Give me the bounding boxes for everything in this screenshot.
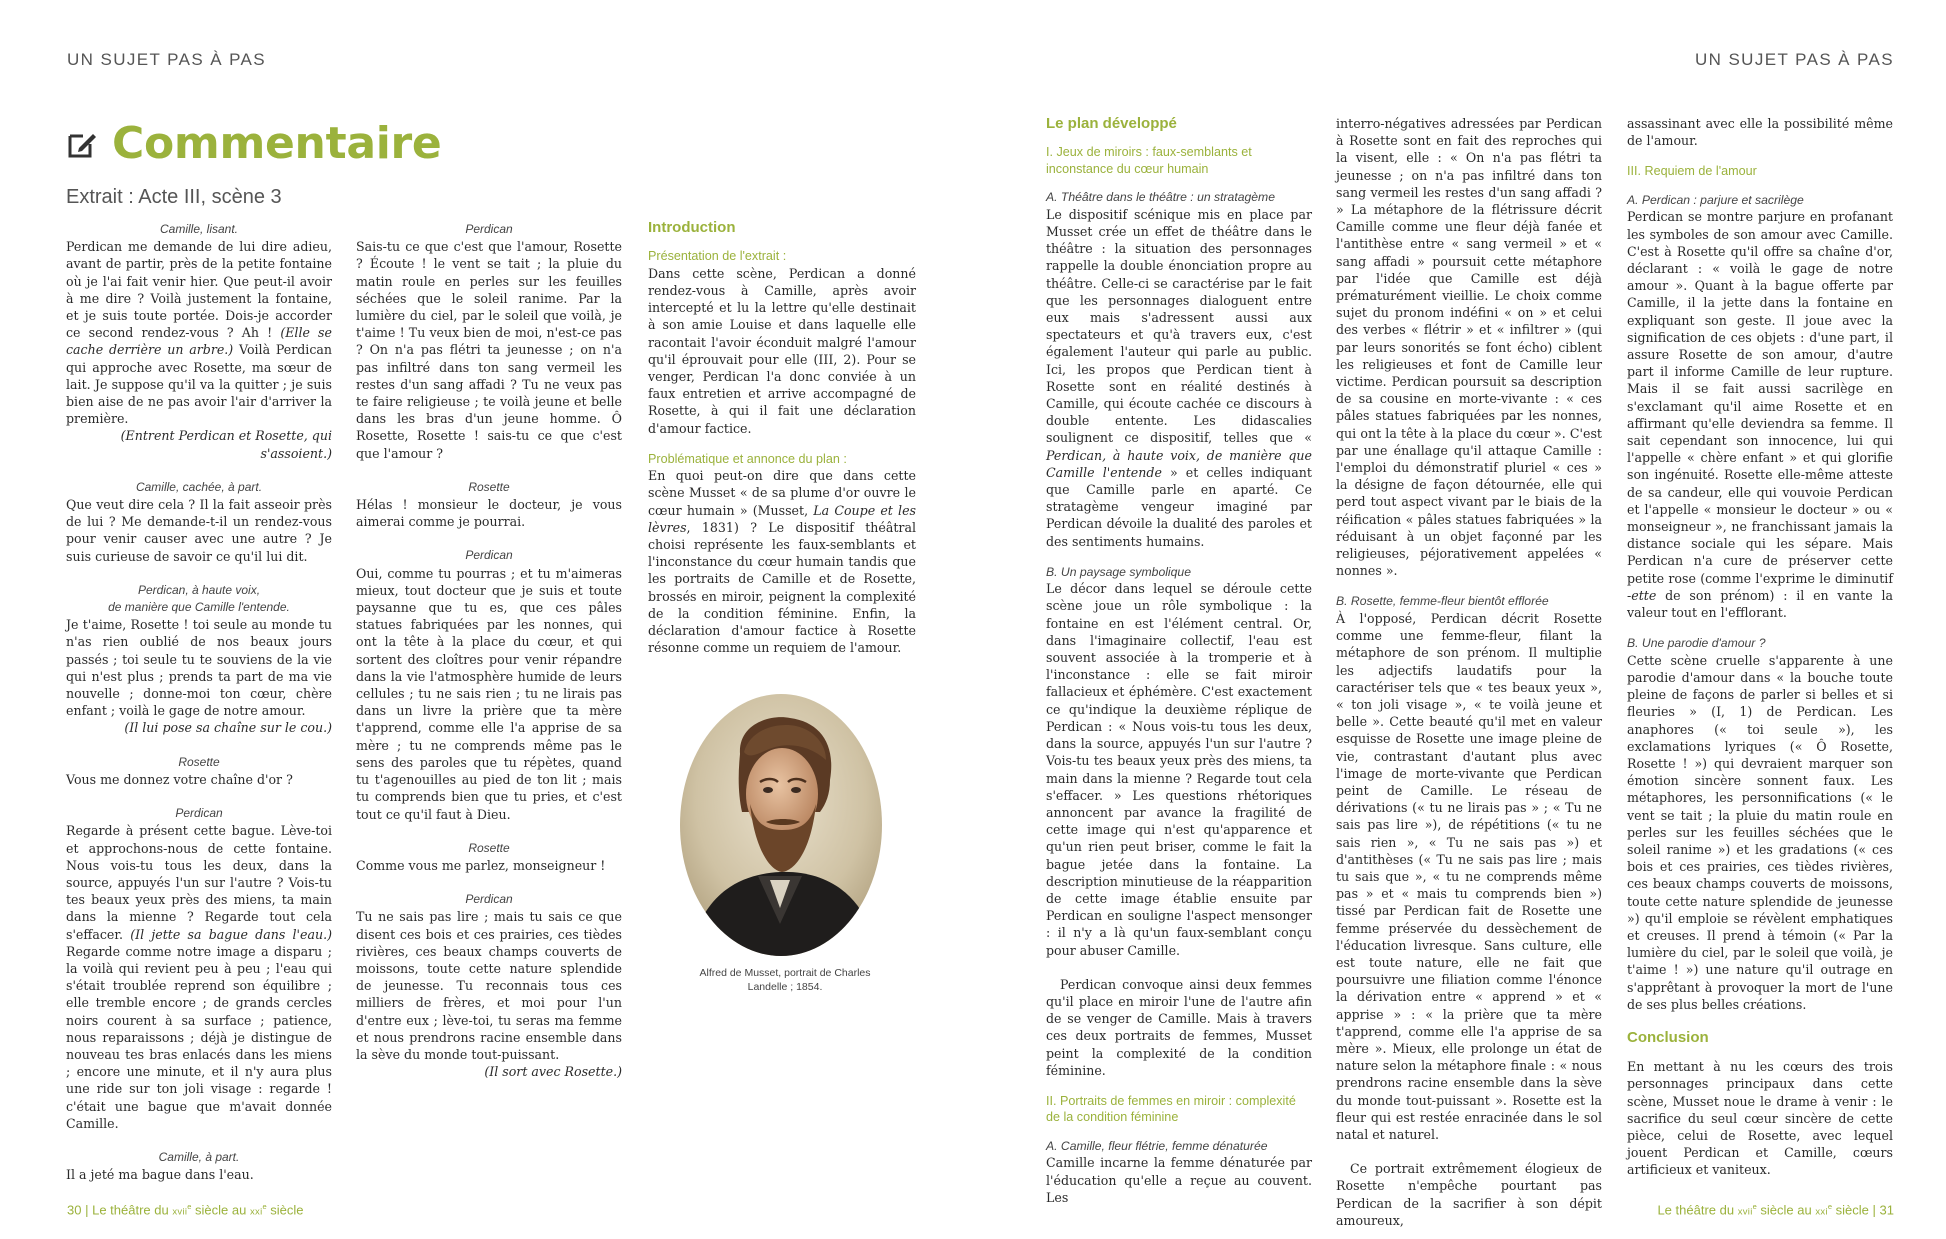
speaker-label: Perdican xyxy=(465,222,513,236)
plan-column-2 xyxy=(1336,115,1602,1229)
subsection-title: A. Camille, fleur flétrie, femme dénaturée xyxy=(1046,1138,1268,1153)
speaker-label: Perdican xyxy=(465,548,513,563)
section-subheading: Présentation de l'extrait : xyxy=(648,249,787,264)
dialogue-line: Hélas ! monsieur le docteur, je vous aimerai comme je pourrai. xyxy=(356,497,622,530)
dialogue-line: Tu ne sais pas lire ; mais tu sais ce que disent ces bois et ces prairies, ces tièdes rivières, ces beaux champs couverts de moissons, toute cette nature splendide de jeunesse. Tu reconnais tous ces milliers de frères, et moi pour l'un d'entre eux ; lève-toi, tu seras ma femme et nous prendrons racine ensemble dans la sève du monde tout-puissant. xyxy=(356,909,622,1062)
extract-subtitle: Extrait : Acte III, scène 3 xyxy=(66,186,282,208)
paragraph: assassinant avec elle la possibilité même de l'amour. xyxy=(1627,116,1893,149)
dialogue-line: Oui, comme tu pourras ; et tu m'aimeras mieux, tout docteur que je suis et toute paysanne que tu es, que ces pâles statues fabriquées par les nonnes, qui ont la tête à la place du cœur, et qui sortent des cloîtres pour venir répandre dans la vie l'atmosphère humide de leurs cellules ; tu ne sais rien ; tu ne lirais pas dans un livre la prière que ta mère t'apprend, comme elle l'a apprise de sa mère ; tu ne comprends même pas le sens des paroles que tu répètes, quand tu t'agenouilles au pied de ton lit ; mais tu comprends bien que tu pries, et c'est tout ce qu'il faut à Dieu. xyxy=(356,565,622,822)
part-heading: I. Jeux de miroirs : faux-semblants et inconstance du cœur humain xyxy=(1046,145,1252,176)
part-heading: III. Requiem de l'amour xyxy=(1627,164,1757,179)
scene-text-column-1 xyxy=(66,221,332,1183)
plan-heading: Le plan développé xyxy=(1046,115,1177,132)
conclusion-heading: Conclusion xyxy=(1627,1029,1709,1047)
speaker-label: Camille, lisant. xyxy=(159,222,239,236)
speaker-label: Perdican xyxy=(175,806,223,821)
page-number: 30 xyxy=(67,1202,82,1218)
paragraph: Perdican se montre parjure en profanant les symboles de son amour avec Camille. C'est à Rosette qu'il offre sa chaîne d'or, déclarant : « voilà le gage de notre amour ». Quant à la bague offerte par Camille, il la jette dans la fontaine en expliquant son geste. Il joue avec la signification de ces objets : d'une part, il assure Rosette de son amour, d'autre part il informe Camille de leur rupture. Mais il se fait aussi sacrilège en s'exclamant qu'il aime Rosette et en affirmant qu'elle deviendra sa femme. Il sait cependant son innocence, lui qui l'appelle « chère enfant » et qui glorifie son ingénuité. Rosette elle-même atteste de sa candeur, elle qui vouvoie Perdican et l'appelle « monsieur le docteur » ou « monseigneur », ne franchissant jamais la distance sociale qui les sépare. Mais Perdican n'a cure de préserver cette petite rose (comme l'exprime le diminutif -ette de son prénom) : il en vante la valeur tout en l'efflorant. xyxy=(1627,209,1893,621)
paragraph: En quoi peut-on dire que dans cette scène Musset « de sa plume d'or ouvre le cœur humain » (Musset, La Coupe et les lèvres, 1831) ? Le dispositif théâtral choisi représente les faux-semblants et l'inconstance du cœur humain tandis que les portraits de Camille et de Rosette, brossés en miroir, peignent la complexité de la condition féminine. Enfin, la déclaration d'amour factice à Rosette résonne comme un requiem de l'amour. xyxy=(648,468,916,656)
stage-direction: (Entrent Perdican et Rosette, qui s'assoient.) xyxy=(120,428,332,461)
quoted-stage-direction: Perdican, à haute voix, de manière que Camille l'entende xyxy=(1046,447,1312,480)
paragraph: En mettant à nu les cœurs des trois personnages principaux dans cette scène, Musset noue le drame à venir : le sacrifice du seul cœur sincère de cette pièce, celui de Rosette, avec lequel jouent Perdican et Camille, cœurs artificieux et vaniteux. xyxy=(1627,1059,1893,1178)
transition-paragraph: Perdican convoque ainsi deux femmes qu'il place en miroir l'une de l'autre afin de se venger de Camille. Mais à travers ces deux portraits de femmes, Musset peint la complexité de la condition féminine. xyxy=(1046,976,1312,1078)
speaker-label: Rosette xyxy=(468,479,510,494)
running-head-left: UN SUJET PAS À PAS xyxy=(67,50,267,69)
stage-direction: (Il sort avec Rosette.) xyxy=(484,1064,622,1080)
dialogue-line: Que veut dire cela ? Il la fait asseoir près de lui ? Me demande-t-il un rendez-vous pour venir causer avec une autre ? Je suis curieuse de savoir ce qu'il lui dit. xyxy=(66,497,332,564)
part-heading: II. Portraits de femmes en miroir : complexité de la condition féminine xyxy=(1046,1093,1296,1125)
dialogue-line: Perdican me demande de lui dire adieu, avant de partir, près de la petite fontaine où je l'ai fait venir hier. Que peut-il avoir à me dire ? Voilà justement la fontaine, et je suis toute portée. Dois-je accorder ce second rendez-vous ? Ah ! (Elle se cache derrière un arbre.) Voilà Perdican qui approche avec Rosette, ma sœur de lait. Je suppose qu'il va la quitter ; je suis bien aise de ne pas avoir l'air d'arriver la première. xyxy=(66,239,332,427)
dialogue-line: Sais-tu ce que c'est que l'amour, Rosette ? Écoute ! le vent se tait ; la pluie du matin roule en perles sur les feuilles séchées que le soleil ranime. Par la lumière du ciel, par le soleil que voilà, je t'aime ! Tu veux bien de moi, n'est-ce pas ? On n'a pas flétri ta jeunesse ; on n'a pas infiltré dans ton sang vermeil les restes d'un sang affadi ? Tu ne veux pas te faire religieuse ; te voilà jeune et belle dans les bras d'un jeune homme. Ô Rosette, Rosette ! sais-tu ce que c'est que l'amour ? xyxy=(356,239,622,461)
introduction-heading: Introduction xyxy=(648,219,736,236)
scene-text-column-2 xyxy=(356,221,622,1080)
stage-direction: (Elle se cache derrière un arbre.) xyxy=(66,325,332,358)
subsection-title: B. Un paysage symbolique xyxy=(1046,564,1191,579)
portrait-image xyxy=(680,694,882,956)
introduction-column xyxy=(648,219,916,656)
speaker-label: Perdican, à haute voix, xyxy=(137,582,261,597)
paragraph: Camille incarne la femme dénaturée par l'éducation qu'elle a reçue au couvent. Les xyxy=(1046,1155,1312,1205)
paragraph: Le décor dans lequel se déroule cette scène joue un rôle symbolique : la fontaine en est l'élément central. Or, dans l'imaginaire collectif, l'eau est souvent associée à la tromperie et à l'inconstance : elle se fait miroir fallacieux et éphémère. C'est exactement ce qu'indique la deuxième réplique de Perdican : « Nous vois-tu tous les deux, dans la source, appuyés l'un sur l'autre ? Vois-tu tes beaux yeux près des miens, ta main dans la mienne ? Regarde tout cela s'effacer. » Les questions rhétoriques annoncent par avance la fragilité de cette image qui n'est qu'apparence et qu'un rien peut briser, comme le fait la bague jetée dans la fontaine. La description minutieuse de la réapparition de cette image établie ensuite par Perdican en souligne l'aspect mensonger : il n'y a là qu'un faux-semblant conçu pour abuser Camille. xyxy=(1046,581,1312,958)
subsection-title: B. Rosette, femme-fleur bientôt efflorée xyxy=(1336,594,1549,609)
running-head-right: UN SUJET PAS À PAS xyxy=(1694,50,1894,69)
dialogue-line: Vous me donnez votre chaîne d'or ? xyxy=(66,771,293,787)
speaker-label: Rosette xyxy=(468,840,510,855)
plan-column-3 xyxy=(1627,115,1893,1179)
plan-column-1 xyxy=(1046,115,1312,1206)
paragraph: interro-négatives adressées par Perdican à Rosette sont en fait des reproches qui la visent, elle : « On n'a pas flétri ta jeunesse ; on n'a pas infiltré dans ton sang vermeil les restes d'un sang affadi ? » La métaphore de la flétrissure décrit Camille comme une fleur déjà fanée et l'antithèse entre « sang vermeil » et « sang affadi » poursuit cette métaphore par l'idée que Camille est déjà prématurément vieillie. Le choix comme sujet du pronom indéfini « on » et celui des verbes « flétrir » et « infiltrer » (qui par leurs sonorités se font écho) ciblent les religieuses et font de Camille leur victime. Perdican poursuit sa description de sa cousine en morte-vivante : « ces pâles statues fabriquées par les nonnes, qui ont la tête à la place du cœur ». C'est par une énallage qu'il attaque Camille : l'emploi du démonstratif pluriel « ces » la désigne de façon détournée, elle qui perd tout aspect vivant par le biais de la réification « pâles statues fabriquées » la réduisant à un objet façonné par les religieuses, péjorativement appelées « nonnes ». xyxy=(1336,116,1602,579)
portrait-caption: Alfred de Musset, portrait de Charles Landelle ; 1854. xyxy=(699,967,871,993)
paragraph: Le dispositif scénique mis en place par Musset crée un effet de théâtre dans le théâtre : la situation des personnages rappelle la double énonciation propre au théâtre. Celle-ci se caractérise par le fait que les personnages dialoguent entre eux mais s'adressent aussi aux spectateurs et qu'à travers eux, c'est également l'auteur qui parle au public. Ici, les propos que Perdican tient à Rosette sont en réalité destinés à Camille, qui écoute cachée ce discours à double entente. Les didascalies soulignent ce dispositif, telles que « Perdican, à haute voix, de manière que Camille l'entende » et celles indiquant que Camille parle en aparté. Ce stratagème vengeur imaginé par Perdican dévoile la dualité des paroles et des sentiments humains. xyxy=(1046,206,1312,549)
book-title: La Coupe et les lèvres xyxy=(648,502,916,535)
speaker-label: de manière que Camille l'entende. xyxy=(108,600,290,615)
speaker-label: Rosette xyxy=(178,754,220,769)
subsection-title: A. Théâtre dans le théâtre : un stratagème xyxy=(1046,190,1275,205)
musset-portrait xyxy=(680,694,882,956)
speaker-label: Perdican xyxy=(465,892,513,907)
page-number: 31 xyxy=(1879,1202,1894,1218)
folio-right: Le théâtre du xvii$^e$ siècle au xxi$^e$ siècle | 31 xyxy=(1657,1202,1894,1218)
dialogue-line: Regarde à présent cette bague. Lève-toi et approchons-nous de cette fontaine. Nous vois-tu tous les deux, dans la source, appuyés l'un sur l'autre ? Vois-tu tes beaux yeux près des miens, ta main dans la mienne ? Regarde tout cela s'effacer. (Il jette sa bague dans l'eau.) Regarde comme notre image a disparu ; la voilà qui revient peu à peu ; l'eau qui s'était troublée reprend son équilibre ; elle tremble encore ; de grands cercles noirs courent à sa surface ; patience, nous reparaissons ; déjà je distingue de nouveau tes bras enlacés dans les miens ; encore une minute, et il n'y aura plus une ride sur ton joli visage : regarde ! c'était une bague que m'avait donnée Camille. xyxy=(66,823,332,1131)
paragraph: À l'opposé, Perdican décrit Rosette comme une femme-fleur, filant la métaphore de son prénom. Il multiplie les adjectifs laudatifs pour la caractériser tels que « tes beaux yeux », « ton joli visage », « te voilà jeune et belle ». Cette beauté qu'il met en valeur esquisse de Rosette une image pleine de vie, contrastant d'autant plus avec l'image de morte-vivante que Perdican peint de Camille. Le réseau de dérivations (« tu ne lirais pas » ; « Tu ne sais pas lire »), de répétitions (« tu ne sais rien », « Tu ne sais pas ») et d'antithèses (« Tu ne sais pas lire ; mais tu sais que », « tu ne comprends même pas » et « mais tu comprends bien ») tissé par Perdican fait de Rosette une femme préservée du dessèchement de l'éducation livresque. Sans culture, elle est toute nature, elle ne fait que poursuivre une filiation comme l'énonce la dérivation entre « apprend » et « apprise » : « la prière que ta mère t'apprend, comme elle l'a apprise de sa mère ». Mieux, elle prolonge un état de nature selon la métaphore finale : « nous prendrons racine ensemble dans la sève du monde tout-puissant ». Rosette est la fleur qui est restée enracinée dans le sol natal et naturel. xyxy=(1336,610,1602,1143)
section-subheading: Problématique et annonce du plan : xyxy=(648,451,847,466)
speaker-label: Camille, cachée, à part. xyxy=(135,479,263,494)
transition-paragraph: Ce portrait extrêmement élogieux de Rosette n'empêche pourtant pas Perdican de la sacrifier à son dépit amoureux, xyxy=(1336,1161,1602,1228)
dialogue-line: Comme vous me parlez, monseigneur ! xyxy=(356,857,606,873)
dialogue-line: Je t'aime, Rosette ! toi seule au monde tu n'as rien oublié de nos beaux jours passés ; toi seule tu te souviens de la vie qui n'est plus ; prends ta part de ma vie nouvelle ; donne-moi ton cœur, chère enfant ; voilà le gage de notre amour. xyxy=(66,617,332,719)
page-heading xyxy=(66,118,441,169)
pencil-note-icon xyxy=(66,128,98,160)
subsection-title: B. Une parodie d'amour ? xyxy=(1627,636,1766,651)
stage-direction: (Il lui pose sa chaîne sur le cou.) xyxy=(124,720,332,736)
speaker-label: Camille, à part. xyxy=(158,1149,240,1164)
subsection-title: A. Perdican : parjure et sacrilège xyxy=(1627,192,1804,207)
paragraph: Dans cette scène, Perdican a donné rendez-vous à Camille, après avoir intercepté et lu la lettre qu'elle destinait à son amie Louise et dans laquelle elle racontait l'avoir éconduit malgré l'amour qu'il éprouvait pour elle (III, 2). Pour se venger, Perdican l'a donc conviée à un faux entretien et arrive accompagné de Rosette, à qui il fait une déclaration d'amour factice. xyxy=(648,265,916,436)
page-title: Commentaire xyxy=(112,118,442,169)
dialogue-line: Il a jeté ma bague dans l'eau. xyxy=(66,1167,254,1183)
stage-direction: (Il jette sa bague dans l'eau.) xyxy=(130,926,332,942)
folio-left: 30 | Le théâtre du xvii$^e$ siècle au xxi$^e$ siècle xyxy=(67,1202,304,1218)
paragraph: Cette scène cruelle s'apparente à une parodie d'amour dans « la bouche toute pleine de façons de parler si belles et si fleuries » (I, 1) de Perdican. Les anaphores (« toi seule »), les exclamations lyriques (« Ô Rosette, Rosette ! ») qui devraient marquer son émotion sincère sonnent faux. Les métaphores, les personnifications (« le vent se tait ; la pluie du matin roule en perles sur les feuilles séchées que le soleil ranime ») et les gradations (« ces bois et ces prairies, ces tièdes rivières, ces beaux champs couverts de moissons, toute cette nature splendide de jeunesse ») qu'il emploie se révèlent emphatiques et creuses. Il prend à témoin (« Par la lumière du ciel, par le soleil que voilà, je t'aime ! ») une nature qu'il outrage en s'apprêtant à provoquer la mort de l'une de ses plus belles créations. xyxy=(1627,652,1893,1012)
